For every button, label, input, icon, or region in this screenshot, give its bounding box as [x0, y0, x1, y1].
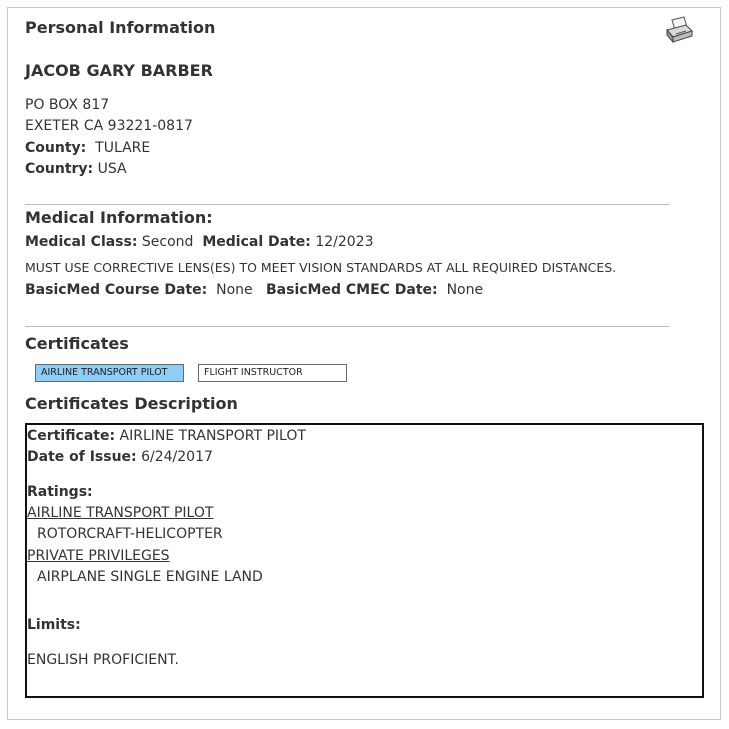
medical-date-value: 12/2023 — [315, 234, 374, 250]
printer-icon[interactable] — [664, 15, 694, 45]
tab-airline-transport-pilot[interactable]: AIRLINE TRANSPORT PILOT — [35, 364, 184, 382]
certificate-row — [27, 428, 306, 444]
certificate-description-box — [25, 423, 704, 698]
county-label: County: — [25, 140, 87, 156]
medical-class-value: Second — [141, 234, 194, 250]
medical-class-label: Medical Class: — [25, 234, 138, 250]
basicmed-cmec-value: None — [446, 282, 484, 298]
county-value: TULARE — [95, 140, 151, 156]
limits-label: Limits: — [27, 617, 81, 633]
certificates-heading: Certificates — [25, 334, 129, 353]
rating-group: AIRLINE TRANSPORT PILOT — [27, 505, 214, 521]
rating-group: PRIVATE PRIVILEGES — [27, 548, 170, 564]
person-name: JACOB GARY BARBER — [25, 61, 213, 80]
personal-info-heading: Personal Information — [25, 18, 216, 37]
rating-item: ROTORCRAFT-HELICOPTER — [37, 526, 223, 542]
country-row — [25, 161, 127, 177]
issue-date-value: 6/24/2017 — [141, 449, 213, 465]
medical-limitation: MUST USE CORRECTIVE LENS(ES) TO MEET VISION STANDARDS AT ALL REQUIRED DISTANCES. — [25, 260, 617, 275]
divider — [25, 204, 670, 205]
basicmed-row — [25, 282, 483, 298]
issue-date-label: Date of Issue: — [27, 449, 137, 465]
medical-date-label: Medical Date: — [202, 234, 311, 250]
county-row — [25, 140, 150, 156]
certificate-label: Certificate: — [27, 428, 116, 444]
tab-flight-instructor[interactable]: FLIGHT INSTRUCTOR — [198, 364, 347, 382]
medical-info-heading: Medical Information: — [25, 208, 213, 227]
basicmed-course-label: BasicMed Course Date: — [25, 282, 208, 298]
medical-class-row — [25, 234, 374, 250]
address-line1: PO BOX 817 — [25, 97, 110, 113]
ratings-label: Ratings: — [27, 484, 93, 500]
country-value: USA — [97, 161, 127, 177]
divider — [25, 326, 670, 327]
limits-value: ENGLISH PROFICIENT. — [27, 652, 179, 668]
certificate-value: AIRLINE TRANSPORT PILOT — [119, 428, 306, 444]
certificates-description-heading: Certificates Description — [25, 394, 238, 413]
address-line2: EXETER CA 93221-0817 — [25, 118, 193, 134]
rating-item: AIRPLANE SINGLE ENGINE LAND — [37, 569, 263, 585]
issue-date-row — [27, 449, 213, 465]
country-label: Country: — [25, 161, 94, 177]
basicmed-cmec-label: BasicMed CMEC Date: — [266, 282, 438, 298]
basicmed-course-value: None — [216, 282, 253, 298]
